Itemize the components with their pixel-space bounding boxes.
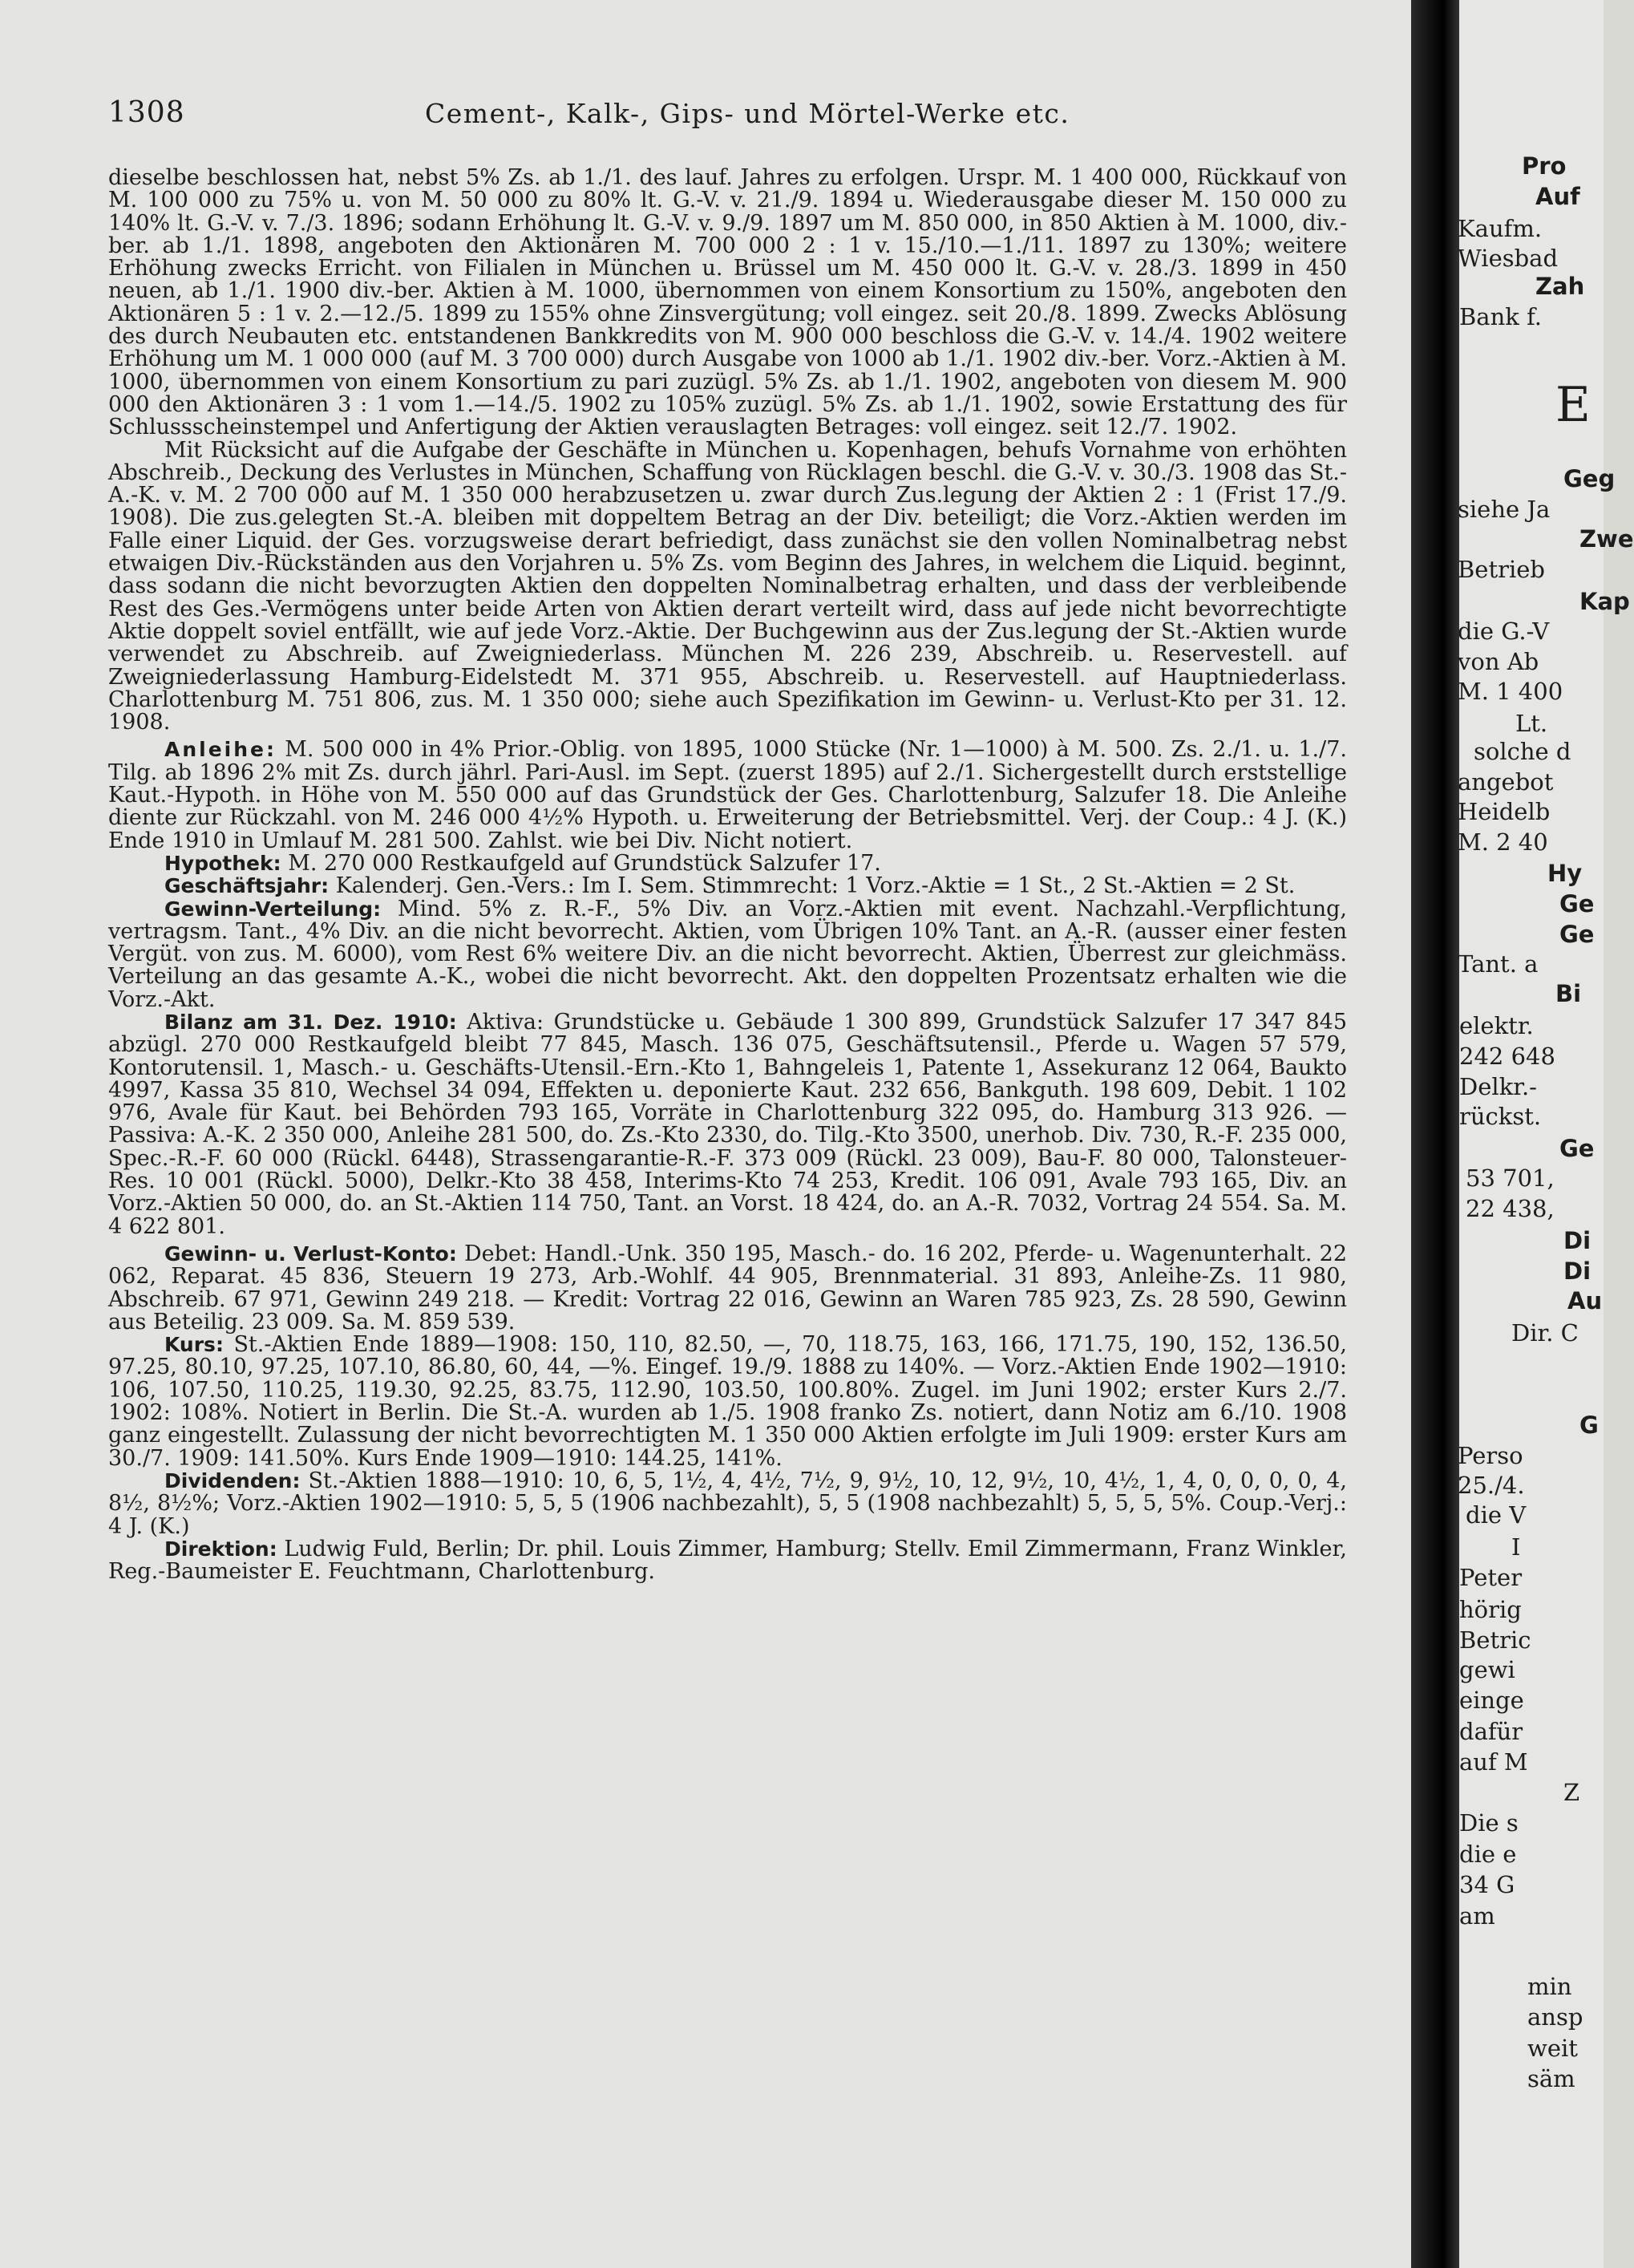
book-gutter — [1411, 0, 1459, 2268]
section-text: M. 500 000 in 4% Prior.-Oblig. von 1895, 1000 Stücke (Nr. 1—1000) à M. 500. Zs. 2./1. u. 1./7. Tilg. ab 1896 2% mit Zs. durch jährl. Pari-Ausl. im Sept. (zuerst 1895) auf 2./1. Sichergestellt durch erststellige Kaut.-Hypoth. in Höhe von M. 550 000 auf das Grundstück der Ges. Charlottenburg, Salzufer 18. Die Anleihe diente zur Rückzahl. von M. 246 000 4½% Hypoth. u. Erweiterung der Betriebsmittel. Verj. der Coup.: 4 J. (K.) Ende 1910 in Umlauf M. 281 500. Zahlst. wie bei Div. Nicht notiert. — [108, 737, 1347, 853]
right-page-fragment: Kaufm. — [1458, 215, 1543, 242]
section-label: Gewinn-Verteilung: — [164, 897, 382, 921]
section-kurs — [108, 1334, 1347, 1470]
section-text: Kalenderj. Gen.-Vers.: Im I. Sem. Stimmrecht: 1 Vorz.-Aktie = 1 St., 2 St.-Aktien = 2 St. — [335, 873, 1296, 899]
right-page-fragment: auf M — [1459, 1748, 1528, 1776]
right-page-fragment: I — [1511, 1533, 1521, 1561]
right-page-fragment: Ge — [1559, 1135, 1595, 1162]
right-page-edge — [1458, 0, 1634, 2268]
right-page-fragment: einge — [1459, 1687, 1524, 1714]
right-page-fragment: siehe Ja — [1458, 496, 1551, 523]
paragraph-text: dieselbe beschlossen hat, nebst 5% Zs. ab 1./1. des lauf. Jahres zu erfolgen. Urspr. M. 1 400 000, Rückkauf von M. 100 000 zu 75% u. von M. 50 000 zu 80% lt. G.-V. v. 21./9. 1894 u. Wiederausgabe dieser M. 150 000 zu 140% lt. G.-V. v. 7./3. 1896; sodann Erhöhung lt. G.-V. v. 9./9. 1897 um M. 850 000, in 850 Aktien à M. 1000, div.-ber. ab 1./1. 1898, angeboten den Aktionären M. 700 000 2 : 1 v. 15./10.—1./11. 1897 zu 130%; weitere Erhöhung zwecks Erricht. von Filialen in München u. Brüssel um M. 450 000 lt. G.-V. v. 28./3. 1899 in 450 neuen, ab 1./1. 1900 div.-ber. Aktien à M. 1000, übernommen von einem Konsortium zu 150%, angeboten den Aktionären 5 : 1 v. 2.—12./5. 1899 zu 155% ohne Zinsvergütung; voll eingez. seit 20./8. 1899. Zwecks Ablösung des durch Neubauten etc. entstandenen Bankkredits von M. 900 000 beschloss die G.-V. v. 14./4. 1902 weitere Erhöhung um M. 1 000 000 (auf M. 3 700 000) durch Ausgabe von 1000 ab 1./1. 1902 div.-ber. Vorz.-Aktien à M. 1000, übernommen von einem Konsortium zu pari zuzügl. 5% Zs. ab 1./1. 1902, angeboten von diesem M. 900 000 den Aktionären 3 : 1 vom 1.—14./5. 1902 zu 105% zuzügl. 5% Zs. ab 1./1. 1902, sowie Erstattung des für Schlussscheinstempel und Anfertigung der Aktien verauslagten Betrages: voll eingez. seit 12./7. 1902. — [108, 165, 1347, 440]
right-page-fragment: Delkr.- — [1459, 1073, 1537, 1100]
right-page-fragment: 53 701, — [1466, 1164, 1555, 1192]
section-bilanz — [108, 1011, 1347, 1238]
section-label: Dividenden: — [164, 1468, 301, 1492]
right-page-fragment: Ge — [1559, 921, 1595, 948]
section-direktion — [108, 1538, 1347, 1584]
right-page-fragment: Peter — [1459, 1564, 1523, 1591]
paragraph-capital-history — [108, 167, 1347, 439]
right-page-fragment: säm — [1527, 2065, 1575, 2092]
section-text: Ludwig Fuld, Berlin; Dr. phil. Louis Zimmer, Hamburg; Stellv. Emil Zimmermann, Franz Winkler, Reg.-Baumeister E. Feuchtmann, Charlottenburg. — [108, 1536, 1347, 1585]
section-label: Gewinn- u. Verlust-Konto: — [164, 1241, 457, 1266]
right-page-fragment: Dir. C — [1511, 1319, 1579, 1347]
right-page-fragment: Wiesbad — [1458, 245, 1559, 272]
page-number: 1308 — [108, 96, 185, 129]
right-page-fragment: elektr. — [1459, 1012, 1534, 1039]
right-page-fragment: ansp — [1527, 2003, 1583, 2031]
section-label: Kurs: — [164, 1333, 224, 1357]
section-label: Hypothek: — [164, 851, 281, 875]
right-page-fragment: Lt. — [1515, 710, 1548, 737]
section-label: Bilanz am 31. Dez. 1910: — [164, 1010, 457, 1034]
section-text: Mind. 5% z. R.-F., 5% Div. an Vorz.-Aktien mit event. Nachzahl.-Verpflichtung, vertragsm. Tant., 4% Div. an die nicht bevorrecht. Aktien, vom Übrigen 10% Tant. an A.-R. (ausser einer festen Vergüt. von zus. M. 6000), vom Rest 6% weitere Div. an die nicht bevorrecht. Aktien, Überrest zur gleichmäss. Verteilung an das gesamte A.-K., wobei die nicht bevorrecht. Akt. den doppelten Prozentsatz erhalten wie die Vorz.-Akt. — [108, 896, 1347, 1012]
section-text: Debet: Handl.-Unk. 350 195, Masch.- do. 16 202, Pferde- u. Wagenunterhalt. 22 062, Reparat. 45 836, Steuern 19 273, Arb.-Wohlf. 44 905, Brennmaterial. 31 893, Anleihe-Zs. 11 980, Abschreib. 67 971, Gewinn 249 218. — Kredit: Vortrag 22 016, Gewinn an Waren 785 923, Zs. 28 590, Gewinn aus Beteilig. 23 009. Sa. M. 859 539. — [108, 1241, 1347, 1334]
right-page-fragment: Z — [1563, 1779, 1580, 1806]
main-text — [108, 167, 1347, 1583]
section-label: Direktion: — [164, 1537, 277, 1561]
section-label: Anleihe: — [164, 738, 277, 762]
right-page-fragment: Zwe — [1579, 525, 1634, 553]
right-page-fragment: Betrieb — [1458, 556, 1545, 583]
right-page-fragment: weit — [1527, 2035, 1578, 2062]
section-text: St.-Aktien 1888—1910: 10, 6, 5, 1½, 4, 4½, 7½, 9, 9½, 10, 12, 9½, 10, 4½, 1, 4, 0, 0, 0, 0, 4, 8½, 8½%; Vorz.-Aktien 1902—1910: 5, 5, 5 (1906 nachbezahlt), 5, 5 (1908 nachbezahlt) 5, 5, 5, 5%. Coup.-Verj.: 4 J. (K.) — [108, 1468, 1347, 1539]
right-page-fragment: 34 G — [1459, 1871, 1515, 1898]
section-anleihe — [108, 739, 1347, 852]
right-page-fragment: die e — [1459, 1841, 1517, 1868]
right-page-fragment: die G.-V — [1458, 618, 1550, 645]
right-page-fragment: 242 648 — [1459, 1043, 1555, 1070]
right-page-fragment: Hy — [1547, 860, 1583, 887]
right-page-fragment: Bank f. — [1459, 303, 1542, 330]
running-title: Cement-, Kalk-, Gips- und Mörtel-Werke etc. — [425, 98, 1070, 129]
right-page-fragment: Pro — [1522, 152, 1567, 180]
paragraph-capital-reduction — [108, 439, 1347, 735]
right-page-fragment: die V — [1466, 1501, 1527, 1529]
right-page-fragment: solche d — [1474, 738, 1571, 765]
right-page-fragment: min — [1527, 1973, 1572, 2000]
right-page-fragment: G — [1579, 1411, 1599, 1439]
right-page-fragment: M. 1 400 — [1458, 678, 1563, 705]
section-gewinn-verlust-konto — [108, 1243, 1347, 1334]
section-text: St.-Aktien Ende 1889—1908: 150, 110, 82.50, —, 70, 118.75, 163, 166, 171.75, 190, 152, 136.50, 97.25, 80.10, 97.25, 107.10, 86.80, 60, 44, —%. Eingef. 19./9. 1888 zu 140%. — Vorz.-Aktien Ende 1902—1910: 106, 107.50, 110.25, 119.30, 92.25, 83.75, 112.90, 103.50, 100.80%. Zugel. im Juni 1902; erster Kurs 2./7. 1902: 108%. Notiert in Berlin. Die St.-A. wurden ab 1./5. 1908 franko Zs. notiert, dann Notiz am 6./10. 1908 ganz eingestellt. Zulassung der nicht bevorrechtigten M. 1 350 000 Aktien erfolgte im Juli 1909: erster Kurs am 30./7. 1909: 141.50%. Kurs Ende 1909—1910: 144.25, 141%. — [108, 1332, 1347, 1471]
right-page-fragment: Di — [1563, 1227, 1592, 1254]
section-text: Aktiva: Grundstücke u. Gebäude 1 300 899, Grundstück Salzufer 17 347 845 abzügl. 270 000 Restkaufgeld bleibt 77 845, Masch. 136 075, Geschäftsutensil., Pferde u. Wagen 57 579, Kontorutensil. 1, Masch.- u. Geschäfts-Utensil.-Ern.-Kto 1, Bahngeleis 1, Patente 1, Assekuranz 12 064, Baukto 4997, Kassa 35 810, Wechsel 34 094, Effekten u. deponierte Kaut. 232 656, Bankguth. 198 609, Debit. 1 102 976, Avale für Kaut. bei Behörden 793 165, Vorräte in Charlottenburg 322 095, do. Hamburg 313 926. — Passiva: A.-K. 2 350 000, Anleihe 281 500, do. Zs.-Kto 2330, do. Tilg.-Kto 3500, unerhob. Div. 730, R.-F. 235 000, Spec.-R.-F. 60 000 (Rückl. 6448), Strassengarantie-R.-F. 373 009 (Rückl. 23 009), Bau-F. 80 000, Talonsteuer-Res. 10 001 (Rückl. 5000), Delkr.-Kto 38 458, Interims-Kto 74 253, Kredit. 106 091, Avale 793 165, Div. an Vorz.-Aktien 50 000, do. an St.-Aktien 114 750, Tant. an Vorst. 18 424, do. an A.-R. 7032, Vortrag 24 554. Sa. M. 4 622 801. — [108, 1009, 1348, 1239]
right-page-fragment: hörig — [1459, 1596, 1522, 1623]
right-page-fragment: 22 438, — [1466, 1195, 1555, 1222]
right-page-fragment: rückst. — [1459, 1103, 1542, 1130]
right-page-fragment: Bi — [1555, 980, 1582, 1007]
right-page-fragment: Ge — [1559, 890, 1595, 917]
right-page-fragment: Tant. a — [1458, 950, 1539, 978]
right-page-fragment: 25./4. — [1458, 1472, 1525, 1499]
right-page-fragment: Di — [1563, 1258, 1592, 1285]
section-label: Geschäftsjahr: — [164, 874, 330, 898]
right-page-fragment: von Ab — [1458, 648, 1539, 675]
right-page-fragment: dafür — [1459, 1718, 1523, 1745]
section-geschaeftsjahr — [108, 875, 1347, 897]
right-page-fragment: Au — [1567, 1287, 1603, 1314]
section-gewinn-verteilung — [108, 898, 1347, 1011]
right-page-fragment: Die s — [1459, 1809, 1519, 1837]
right-page-fragment: angebot — [1458, 768, 1554, 796]
right-page-fragment: E — [1555, 377, 1591, 433]
right-page-fragment: Geg — [1563, 465, 1616, 492]
right-page-fragment: am — [1459, 1902, 1495, 1930]
page-header — [108, 96, 1359, 136]
right-page-fragment: Auf — [1535, 183, 1580, 210]
right-page-fragment: Betric — [1459, 1626, 1531, 1654]
right-page-fragment: Heidelb — [1458, 798, 1551, 825]
right-page-fragment: M. 2 40 — [1458, 828, 1548, 856]
right-page-fragment: Kap — [1579, 588, 1630, 615]
right-page-fragment: Zah — [1535, 273, 1585, 300]
right-page-fragment: gewi — [1459, 1656, 1515, 1683]
paragraph-text: Mit Rücksicht auf die Aufgabe der Geschäfte in München u. Kopenhagen, behufs Vornahme von erhöhten Abschreib., Deckung des Verlustes in München, Schaffung von Rücklagen beschl. die G.-V. v. 30./3. 1908 das St.-A.-K. v. M. 2 700 000 auf M. 1 350 000 herabzusetzen u. zwar durch Zus.legung der Aktien 2 : 1 (Frist 17./9. 1908). Die zus.gelegten St.-A. bleiben mit doppeltem Betrag an der Div. beteiligt; die Vorz.-Aktien werden im Falle einer Liquid. der Ges. vorzugsweise derart befriedigt, dass zunächst sie den vollen Nominalbetrag nebst etwaigen Div.-Rückständen aus den Vorjahren u. 5% Zs. vom Beginn des Jahres, in welchem die Liquid. beginnt, dass sodann die nicht bevorzugten Aktien den doppelten Nominalbetrag erhalten, und dass der verbleibende Rest des Ges.-Vermögens unter beide Arten von Aktien derart verteilt wird, dass auf jede nicht bevorrechtigte Aktie doppelt soviel entfällt, wie auf jede Vorz.-Aktie. Der Buchgewinn aus der Zus.legung der St.-Aktien wurde verwendet zu Abschreib. auf Zweigniederlass. München M. 226 239, Abschreib. u. Reservestell. auf Zweigniederlassung Hamburg-Eidelstedt M. 371 955, Abschreib. u. Reservestell. auf Hauptniederlass. Charlottenburg M. 751 806, zus. M. 1 350 000; siehe auch Spezifikation im Gewinn- u. Verlust-Kto per 31. 12. 1908. — [108, 437, 1347, 735]
section-hypothek — [108, 850, 1347, 876]
section-dividenden — [108, 1470, 1347, 1538]
section-text: M. 270 000 Restkaufgeld auf Grundstück Salzufer 17. — [288, 850, 881, 876]
right-page-fragment: Perso — [1458, 1442, 1523, 1469]
